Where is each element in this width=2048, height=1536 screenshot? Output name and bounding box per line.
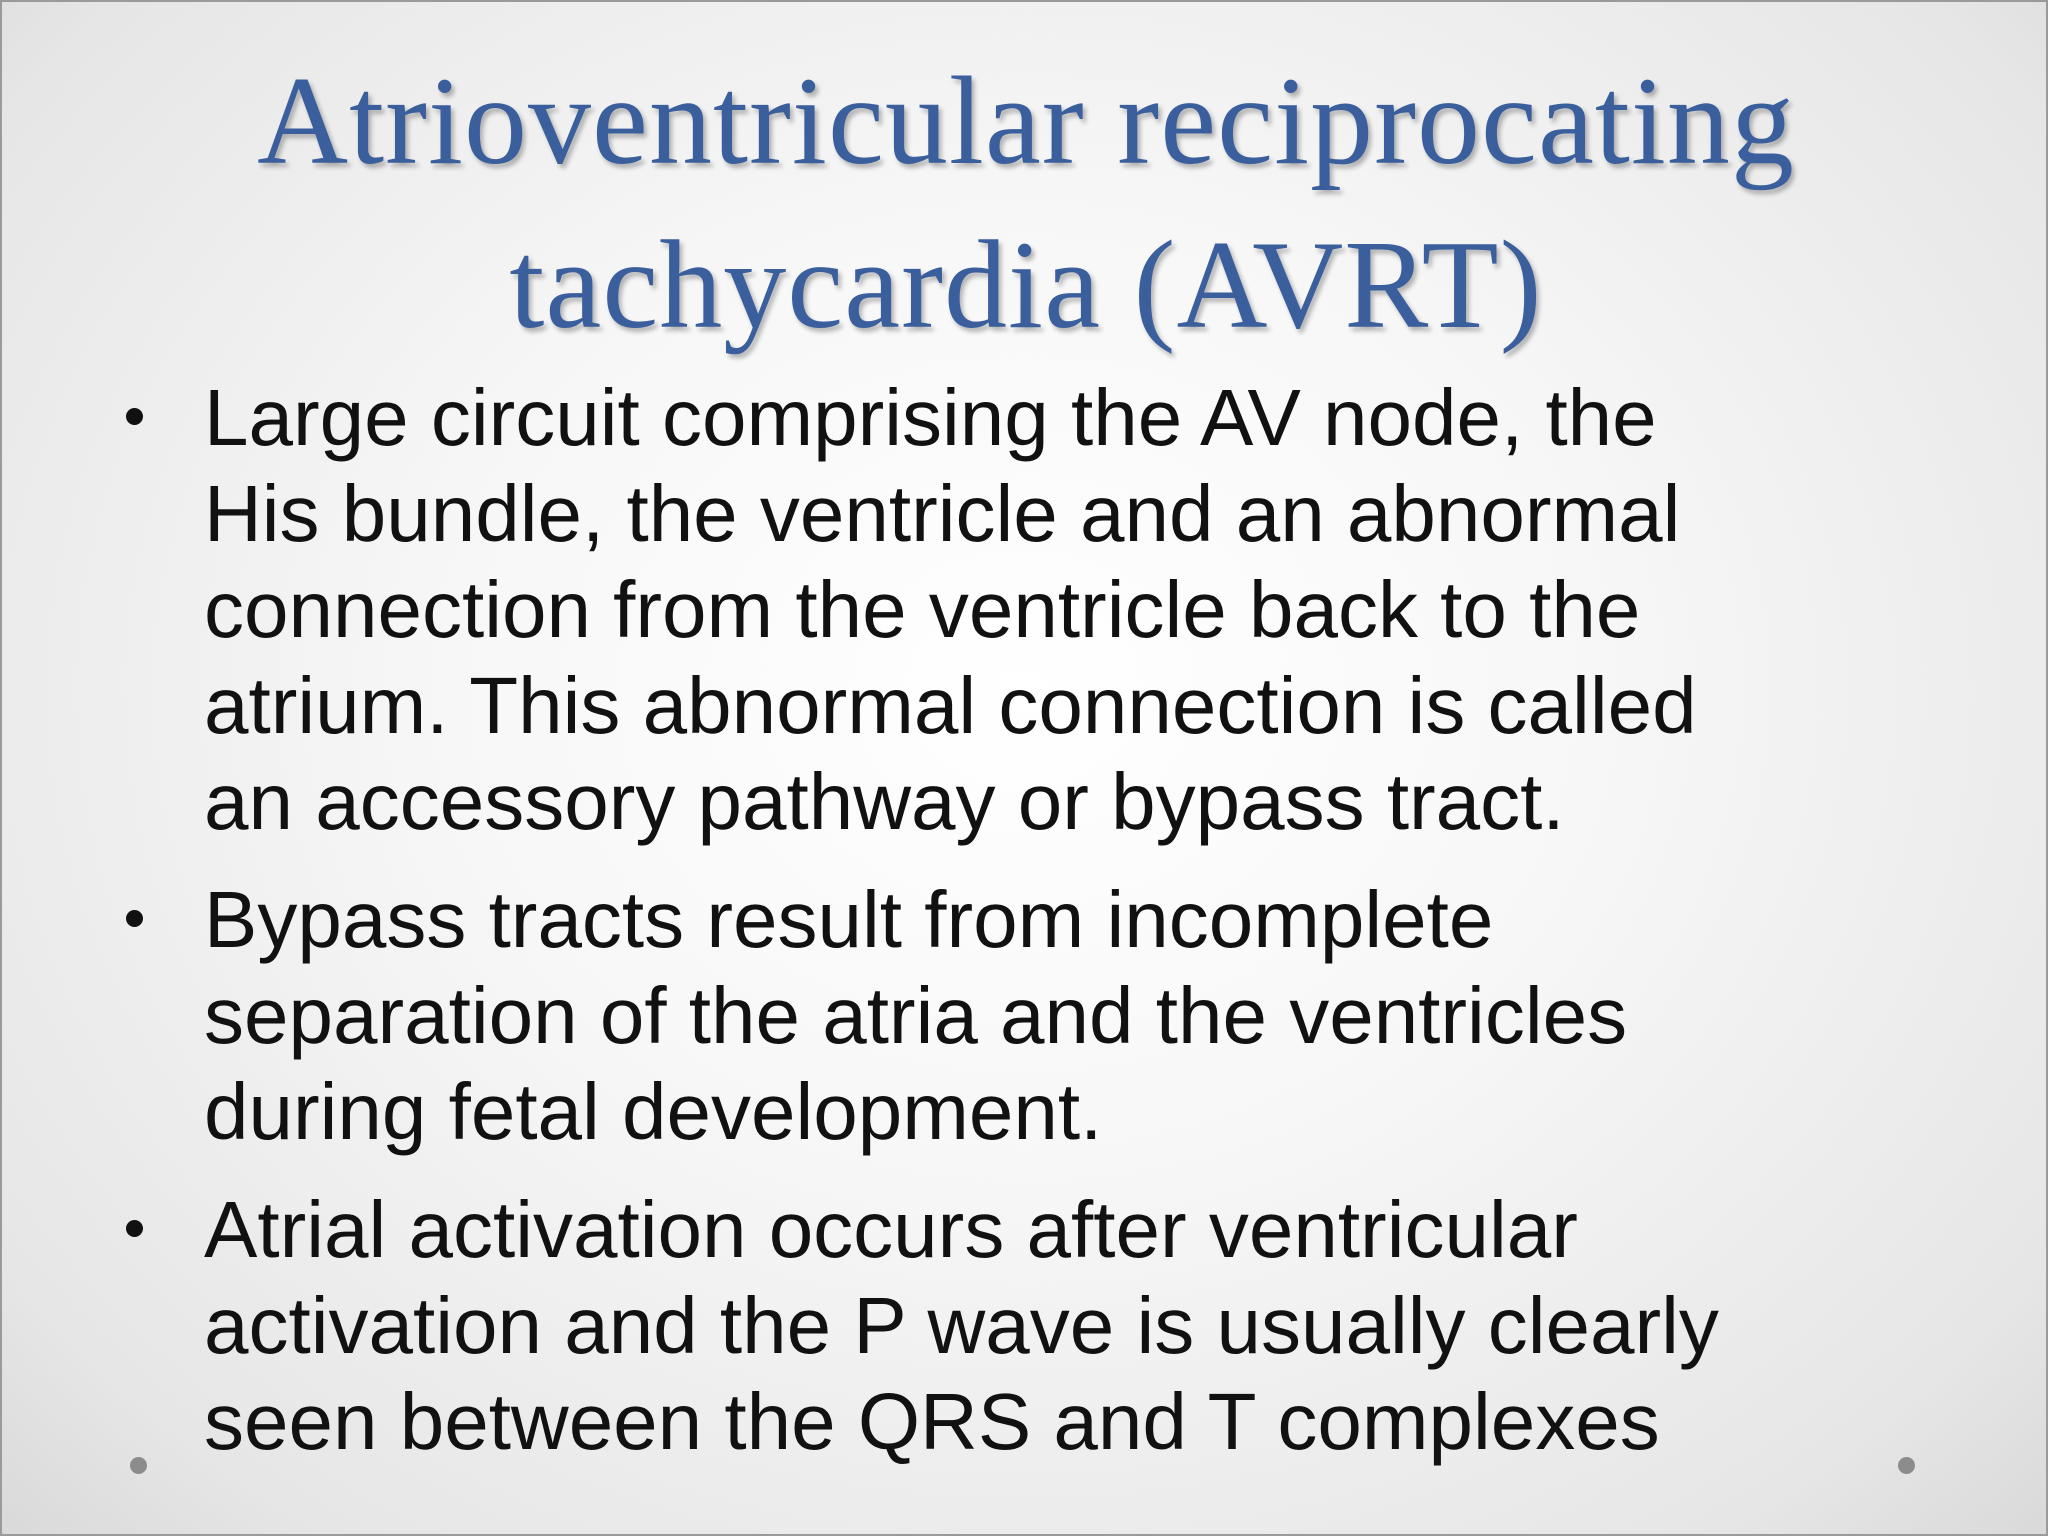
bullet-line: Atrial activation occurs after ventricular	[204, 1185, 1578, 1274]
bullet-line: activation and the P wave is usually clearly	[204, 1281, 1719, 1370]
bullet-line: Large circuit comprising the AV node, the	[204, 373, 1657, 462]
bullet-line: an accessory pathway or bypass tract.	[204, 757, 1565, 846]
bullet-item-3	[2, 1182, 2048, 1470]
bullet-item-2	[2, 872, 2048, 1160]
bullet-dot-icon	[126, 1220, 143, 1237]
corner-dot-icon	[130, 1457, 147, 1474]
bullet-text	[204, 872, 1904, 1160]
bullet-line: connection from the ventricle back to the	[204, 565, 1641, 654]
bullet-line: separation of the atria and the ventricles	[204, 971, 1628, 1060]
slide-title-line-2: tachycardia (AVRT)	[509, 216, 1543, 355]
bullet-dot-icon	[126, 408, 143, 425]
bullet-text	[204, 370, 1904, 850]
bullet-line: during fetal development.	[204, 1067, 1103, 1156]
bullet-line: His bundle, the ventricle and an abnormal	[204, 469, 1681, 558]
corner-dot-icon	[1898, 1457, 1915, 1474]
bullet-list	[2, 370, 2048, 1492]
slide-title	[102, 40, 1950, 368]
slide-title-line-1: Atrioventricular reciprocating	[257, 52, 1795, 191]
bullet-line: atrium. This abnormal connection is called	[204, 661, 1697, 750]
bullet-item-1	[2, 370, 2048, 850]
bullet-line: Bypass tracts result from incomplete	[204, 875, 1494, 964]
bullet-line: seen between the QRS and T complexes	[204, 1377, 1660, 1466]
bullet-text	[204, 1182, 1904, 1470]
bullet-dot-icon	[126, 910, 143, 927]
